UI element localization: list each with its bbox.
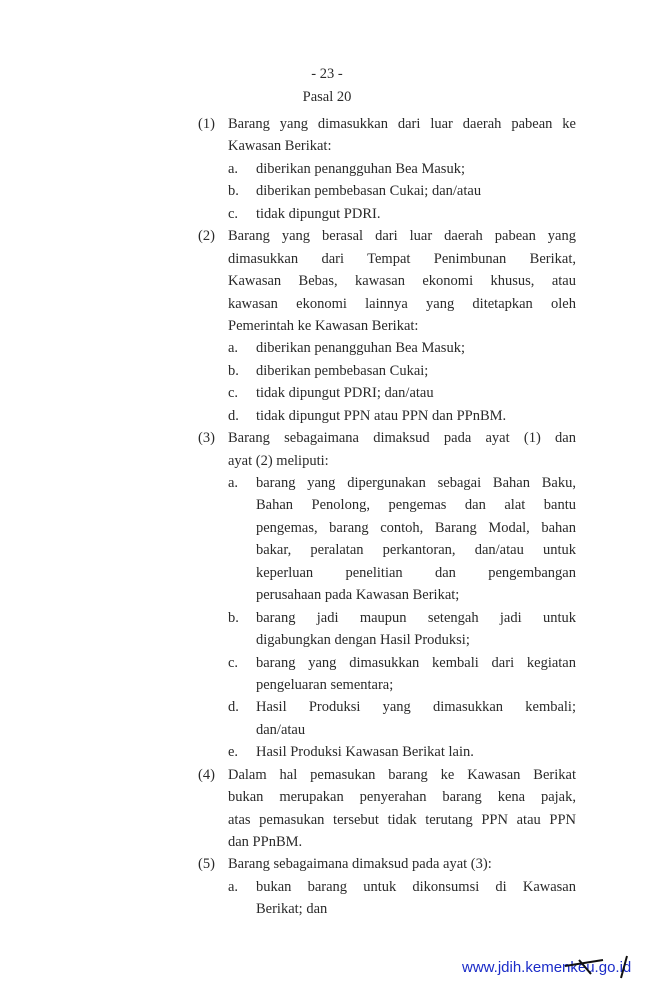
sub-item-text: Hasil Produksi yang dimasukkan kembali;	[256, 699, 576, 716]
sub-item-text: barang yang dimasukkan kembali dari kegiatan	[256, 654, 576, 671]
paragraph-line	[0, 427, 654, 449]
paragraph-text: Barang sebagaimana dimaksud pada ayat (1) dan	[228, 430, 576, 447]
sub-item-line	[0, 494, 654, 516]
sub-item-letter: b.	[228, 609, 239, 626]
sub-item-letter: a.	[228, 160, 239, 177]
paragraph-text: kawasan ekonomi lainnya yang ditetapkan oleh	[228, 295, 576, 312]
sub-item-text: barang jadi maupun setengah jadi untuk	[256, 609, 576, 626]
sub-item-text: tidak dipungut PPN atau PPN dan PPnBM.	[256, 407, 507, 424]
paragraph-line	[0, 293, 654, 315]
sub-item-letter: c.	[228, 205, 239, 222]
sub-item-text: Bahan Penolong, pengemas dan alat bantu	[256, 497, 576, 514]
paragraph-text: dimasukkan dari Tempat Penimbunan Berikat,	[228, 250, 576, 267]
paragraph-line	[0, 225, 654, 247]
sub-item-text: tidak dipungut PDRI; dan/atau	[256, 385, 434, 402]
paragraph-number: (1)	[198, 116, 215, 132]
sub-item-line	[0, 898, 654, 920]
paragraph-number: (4)	[198, 766, 215, 783]
paragraph-text: Pemerintah ke Kawasan Berikat:	[228, 317, 419, 334]
sub-item-text: perusahaan pada Kawasan Berikat;	[256, 587, 460, 604]
handwritten-mark-icon	[565, 952, 635, 984]
paragraph-line	[0, 135, 654, 157]
sub-item-line	[0, 405, 654, 427]
sub-item-text: digabungkan dengan Hasil Produksi;	[256, 632, 470, 649]
sub-item-text: bukan barang untuk dikonsumsi di Kawasan	[256, 878, 576, 895]
paragraph-number: (5)	[198, 856, 215, 873]
sub-item-text: tidak dipungut PDRI.	[256, 205, 381, 222]
paragraph-text: Barang yang dimasukkan dari luar daerah pabean ke	[228, 116, 576, 132]
sub-item-text: pengemas, barang contoh, Barang Modal, bahan	[256, 519, 576, 536]
sub-item-line	[0, 203, 654, 225]
paragraph-line	[0, 315, 654, 337]
paragraph-line	[0, 853, 654, 875]
sub-item-line	[0, 696, 654, 718]
sub-item-line	[0, 517, 654, 539]
sub-item-letter: a.	[228, 340, 239, 357]
paragraph-line	[0, 764, 654, 786]
paragraph-text: dan PPnBM.	[228, 834, 303, 850]
sub-item-text: diberikan pembebasan Cukai; dan/atau	[256, 183, 482, 200]
sub-item-line	[0, 337, 654, 359]
sub-item-line	[0, 652, 654, 674]
sub-item-letter: b.	[228, 183, 239, 200]
sub-item-text: diberikan penangguhan Bea Masuk;	[256, 340, 465, 357]
sub-item-text: barang yang dipergunakan sebagai Bahan Baku,	[256, 475, 576, 491]
sub-item-line	[0, 539, 654, 561]
sub-item-line	[0, 382, 654, 404]
paragraph-line	[0, 248, 654, 270]
sub-item-line	[0, 741, 654, 763]
sub-item-letter: d.	[228, 407, 239, 424]
sub-item-line	[0, 674, 654, 696]
sub-item-line	[0, 180, 654, 202]
paragraph-text: Barang yang berasal dari luar daerah pabean yang	[228, 228, 576, 245]
sub-item-letter: b.	[228, 362, 239, 379]
sub-item-line	[0, 472, 654, 494]
paragraph-text: Kawasan Bebas, kawasan ekonomi khusus, atau	[228, 273, 576, 290]
article-body	[0, 113, 654, 921]
sub-item-line	[0, 607, 654, 629]
paragraph-text: Kawasan Berikat:	[228, 138, 332, 155]
paragraph-line	[0, 809, 654, 831]
sub-item-letter: a.	[228, 878, 239, 895]
article-heading: Pasal 20	[302, 89, 352, 105]
paragraph-text: Barang sebagaimana dimaksud pada ayat (3):	[228, 856, 492, 873]
paragraph-text: ayat (2) meliputi:	[228, 452, 329, 469]
sub-item-letter: e.	[228, 744, 239, 761]
sub-item-letter: c.	[228, 385, 239, 402]
sub-item-line	[0, 360, 654, 382]
sub-item-line	[0, 584, 654, 606]
sub-item-line	[0, 719, 654, 741]
paragraph-text: atas pemasukan tersebut tidak terutang PPN atau PPN	[228, 811, 576, 828]
sub-item-text: keperluan penelitian dan pengembangan	[256, 564, 576, 581]
sub-item-line	[0, 158, 654, 180]
paragraph-text: Dalam hal pemasukan barang ke Kawasan Berikat	[228, 766, 576, 783]
paragraph-line	[0, 786, 654, 808]
sub-item-text: Berikat; dan	[256, 901, 328, 918]
paragraph-line	[0, 831, 654, 853]
sub-item-letter: a.	[228, 475, 239, 491]
page-number: - 23 -	[311, 66, 343, 82]
footer-url[interactable]: www.jdih.kemenkeu.go.id	[462, 959, 632, 976]
sub-item-line	[0, 876, 654, 898]
sub-item-line	[0, 629, 654, 651]
sub-item-text: Hasil Produksi Kawasan Berikat lain.	[256, 744, 474, 761]
sub-item-line	[0, 562, 654, 584]
paragraph-line	[0, 450, 654, 472]
sub-item-text: diberikan penangguhan Bea Masuk;	[256, 160, 465, 177]
paragraph-number: (2)	[198, 228, 215, 245]
sub-item-letter: d.	[228, 699, 239, 716]
sub-item-text: dan/atau	[256, 721, 306, 738]
paragraph-line	[0, 270, 654, 292]
sub-item-text: bakar, peralatan perkantoran, dan/atau untuk	[256, 542, 576, 559]
paragraph-text: bukan merupakan penyerahan barang kena pajak,	[228, 789, 576, 806]
sub-item-text: pengeluaran sementara;	[256, 676, 394, 693]
paragraph-number: (3)	[198, 430, 215, 447]
sub-item-text: diberikan pembebasan Cukai;	[256, 362, 429, 379]
sub-item-letter: c.	[228, 654, 239, 671]
paragraph-line	[0, 113, 654, 135]
